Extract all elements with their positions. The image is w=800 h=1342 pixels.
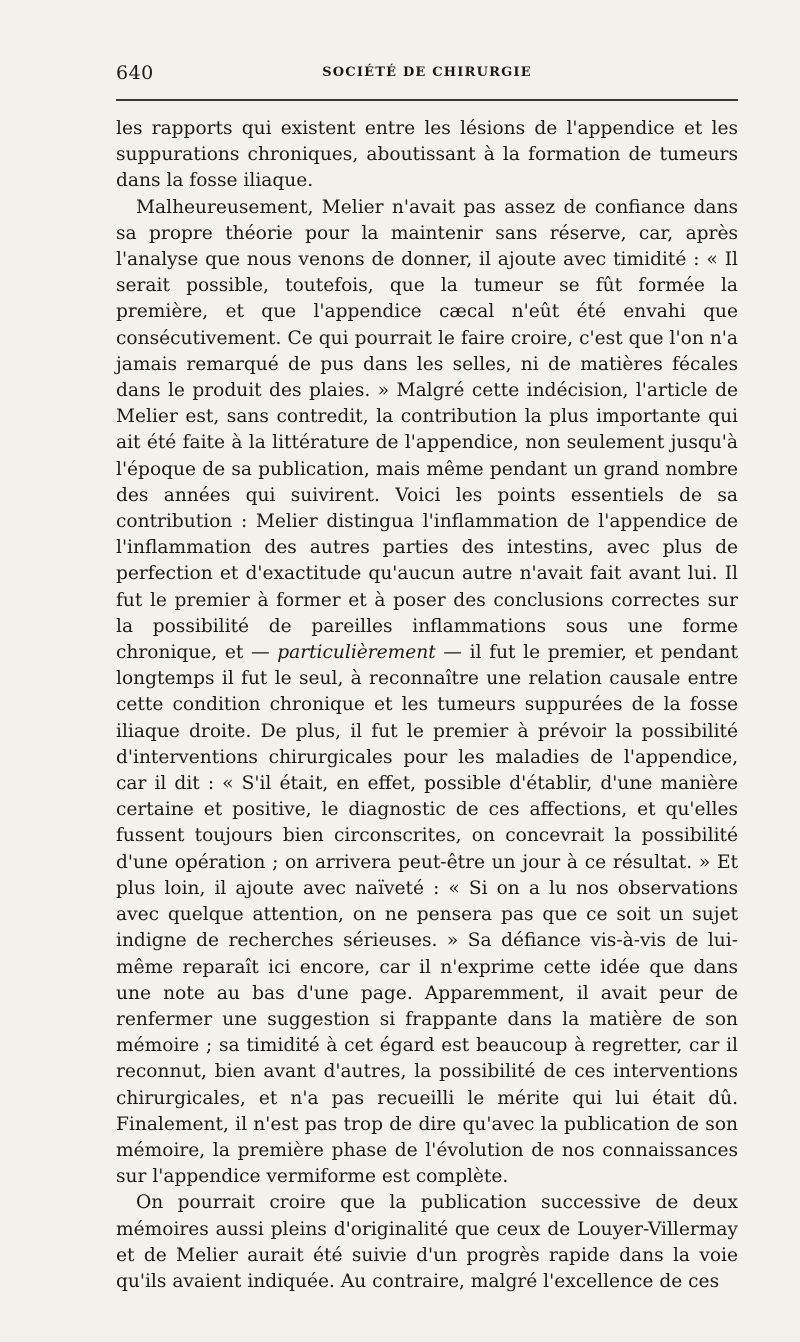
paragraph-2-text-before: Malheureusement, Melier n'avait pas assez de confiance dans sa propre théorie pour la maintenir sans réserve, car, après l'analyse que nous venons de donner, il ajoute avec timidité : « Il serait possible, toutefois, que la tumeur se fût formée la première, et que l'appendice cæcal n'eût été envahi que consécutivement. Ce qui pourrait le faire croire, c'est que l'on n'a jamais remarqué de pus dans les selles, ni de matières fécales dans le produit des plaies. » Malgré cette indécision, l'article de Melier est, sans contredit, la contribution la plus importante qui ait été faite à la littérature de l'appendice, non seulement jusqu'à l'époque de sa publication, mais même pendant un grand nombre des années qui suivirent. Voici les points essentiels de sa contribution : Melier distingua l'inflammation de l'appendice de l'inflammation des autres parties des intestins, avec plus de perfection et d'exactitude qu'aucun autre n'avait fait avant lui. Il fut le premier à former et à poser des conclusions correctes sur la possibilité de pareilles inflammations sous une forme chronique, et —	[116, 196, 738, 664]
running-head	[116, 62, 738, 86]
header-rule	[116, 99, 738, 101]
paragraph-3-text: On pourrait croire que la publication successive de deux mémoires aussi pleins d'originalité que ceux de Louyer-Villermay et de Melier aurait été suivie d'un progrès rapide dans la voie qu'ils avaient indiquée. Au contraire, malgré l'excellence de ces	[116, 1192, 738, 1292]
body-text	[116, 116, 738, 1295]
running-title: SOCIÉTÉ DE CHIRURGIE	[322, 65, 532, 80]
paragraph-2-emphasis: particulièrement	[277, 642, 436, 664]
paragraph-2	[116, 195, 738, 1191]
paragraph-1-text: les rapports qui existent entre les lésions de l'appendice et les suppurations chroniques, aboutissant à la formation de tumeurs dans la fosse iliaque.	[116, 118, 738, 192]
paragraph-2-text-after: — il fut le premier, et pendant longtemps il fut le seul, à reconnaître une relation causale entre cette condition chronique et les tumeurs suppurées de la fosse iliaque droite. De plus, il fut le premier à prévoir la possibilité d'interventions chirurgicales pour les maladies de l'appendice, car il dit : « S'il était, en effet, possible d'établir, d'une manière certaine et positive, le diagnostic de ces affections, et qu'elles fussent toujours bien circonscrites, on concevrait la possibilité d'une opération ; on arrivera peut-être un jour à ce résultat. » Et plus loin, il ajoute avec naïveté : « Si on a lu nos observations avec quelque attention, on ne pensera pas que ce soit un sujet indigne de recherches sérieuses. » Sa défiance vis-à-vis de lui-même reparaît ici encore, car il n'exprime cette idée que dans une note au bas d'une page. Apparemment, il avait peur de renfermer une suggestion si frappante dans la matière de son mémoire ; sa timidité à cet égard est beaucoup à regretter, car il reconnut, bien avant d'autres, la possibilité de ces interventions chirurgicales, et n'a pas recueilli le mérite qui lui était dû. Finalement, il n'est pas trop de dire qu'avec la publication de son mémoire, la première phase de l'évolution de nos connaissances sur l'appendice vermiforme est complète.	[116, 642, 738, 1188]
paragraph-3	[116, 1190, 738, 1295]
paragraph-1	[116, 116, 738, 195]
page-number: 640	[116, 62, 154, 84]
